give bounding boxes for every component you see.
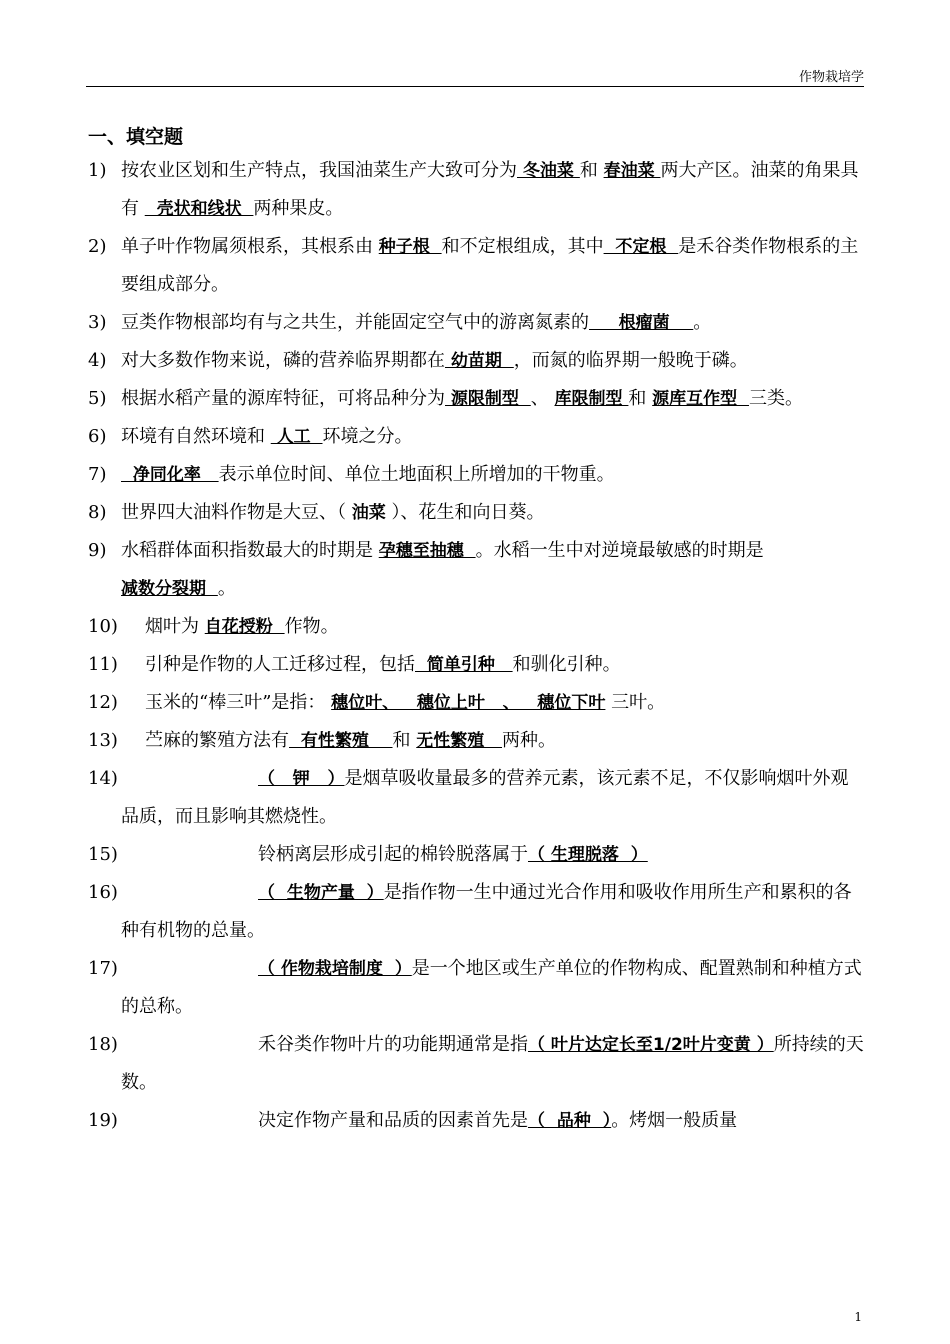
question-number: 11) <box>88 654 118 675</box>
answer-blank: 冬油菜 <box>517 161 580 181</box>
question-text: 按农业区划和生产特点，我国油菜生产大致可分为 <box>121 160 517 181</box>
question-item <box>88 342 866 380</box>
question-text: 环境有自然环境和 <box>121 426 271 447</box>
header-title: 作物栽培学 <box>798 70 864 85</box>
question-item <box>88 608 866 646</box>
question-text: ）、花生和向日葵。 <box>385 502 545 523</box>
question-item <box>88 418 866 456</box>
answer-blank: （ 作物栽培制度 ） <box>258 959 412 979</box>
answer-blank: 库限制型 <box>554 389 629 409</box>
question-text: 根据水稻产量的源库特征，可将品种分为 <box>121 388 445 409</box>
question-item <box>88 228 866 304</box>
question-number: 17) <box>88 958 118 979</box>
answer-blank: 有性繁殖 <box>289 731 393 751</box>
question-text: 世界四大油料作物是大豆、（ <box>121 502 352 523</box>
question-text: 两大产区。油菜的角果具有 <box>121 160 859 219</box>
question-number: 3) <box>88 312 107 333</box>
question-text: 是烟草吸收量最多的营养元素，该元素不足，不仅影响烟叶外观品质，而且影响其燃烧性。 <box>121 768 849 827</box>
question-number: 18) <box>88 1034 118 1055</box>
answer-blank: 孕穗至抽穗 <box>378 541 476 561</box>
question-number: 6) <box>88 426 107 447</box>
question-item <box>88 950 866 1026</box>
question-text: 单子叶作物属须根系，其根系由 <box>121 236 379 257</box>
question-item <box>88 532 866 608</box>
question-number: 8) <box>88 502 107 523</box>
question-item <box>88 646 866 684</box>
answer-blank: 不定根 <box>603 237 679 257</box>
question-text: 和驯化引种。 <box>512 654 621 675</box>
question-item <box>88 494 866 532</box>
question-number: 2) <box>88 236 107 257</box>
page-number: 1 <box>854 1310 862 1324</box>
question-text: 禾谷类作物叶片的功能期通常是指 <box>258 1034 528 1055</box>
question-number: 16) <box>88 882 118 903</box>
question-text: 两种果皮。 <box>253 198 344 219</box>
answer-blank: 减数分裂期 <box>121 579 218 599</box>
question-text: 三叶。 <box>605 692 666 713</box>
question-text: 。水稻一生中对逆境最敏感的时期是 <box>475 540 764 561</box>
question-item <box>88 1102 866 1140</box>
answer-blank: 自花授粉 <box>204 617 285 637</box>
question-text: 三类。 <box>749 388 803 409</box>
question-item <box>88 304 866 342</box>
question-item <box>88 760 866 836</box>
question-text: 作物。 <box>284 616 339 637</box>
answer-blank: （ 生理脱落 ） <box>528 845 648 865</box>
question-text: 是一个地区或生产单位的作物构成、配置熟制和种植方式的总称。 <box>121 958 862 1017</box>
question-text: 豆类作物根部均有与之共生，并能固定空气中的游离氮素的 <box>121 312 589 333</box>
question-text: 。 <box>217 578 236 599</box>
question-text: 两种。 <box>502 730 557 751</box>
answer-blank: （ 钾 ） <box>258 769 345 789</box>
answer-blank: 春油菜 <box>603 161 661 181</box>
answer-blank: （ 品种 ） <box>528 1111 612 1131</box>
answer-blank: 根瘤菌 <box>589 313 694 333</box>
question-text: 对大多数作物来说，磷的营养临界期都在 <box>121 350 445 371</box>
question-text: 铃柄离层形成引起的棉铃脱落属于 <box>258 844 528 865</box>
question-text: 引种是作物的人工迁移过程，包括 <box>145 654 415 675</box>
answer-blank: 源库互作型 <box>652 389 749 409</box>
question-text: 水稻群体面积指数最大的时期是 <box>121 540 379 561</box>
answer-blank: 人工 <box>270 427 323 447</box>
question-number: 15) <box>88 844 118 865</box>
answer-blank: 油菜 <box>351 503 386 523</box>
question-text: 玉米的“棒三叶”是指： <box>145 692 332 713</box>
header-divider <box>86 86 864 87</box>
question-text: 。 <box>693 312 712 333</box>
answer-blank: 种子根 <box>378 237 442 257</box>
answer-blank: 简单引种 <box>415 655 513 675</box>
answer-blank: 壳状和线状 <box>144 199 254 219</box>
question-text: 是禾谷类作物根系的主要组成部分。 <box>121 236 859 295</box>
question-text: 表示单位时间、单位土地面积上所增加的干物重。 <box>218 464 615 485</box>
question-number: 5) <box>88 388 107 409</box>
answer-blank: 无性繁殖 <box>416 731 503 751</box>
question-text: 是指作物一生中通过光合作用和吸收作用所生产和累积的各种有机物的总量。 <box>121 882 852 941</box>
answer-blank: （ 叶片达定长至1/2叶片变黄 ） <box>528 1035 774 1055</box>
question-text: 烟叶为 <box>145 616 205 637</box>
question-number: 7) <box>88 464 107 485</box>
question-text: 所持续的天数。 <box>121 1034 864 1093</box>
answer-blank: 穗位叶、 穗位上叶 、 穗位下叶 <box>331 693 606 713</box>
section-title: 一、填空题 <box>88 126 184 148</box>
question-text: 和 <box>628 388 653 409</box>
question-text: 环境之分。 <box>322 426 413 447</box>
question-number: 9) <box>88 540 107 561</box>
question-item <box>88 836 866 874</box>
question-item <box>88 1026 866 1102</box>
question-text: 决定作物产量和品质的因素首先是 <box>258 1110 528 1131</box>
question-item <box>88 456 866 494</box>
question-number: 12) <box>88 692 118 713</box>
question-item <box>88 722 866 760</box>
question-list <box>88 152 866 1140</box>
question-number: 14) <box>88 768 118 789</box>
answer-blank: 净同化率 <box>121 465 219 485</box>
question-text: 和 <box>579 160 604 181</box>
question-number: 10) <box>88 616 118 637</box>
question-number: 1) <box>88 160 107 181</box>
question-text: 苎麻的繁殖方法有 <box>145 730 289 751</box>
question-number: 13) <box>88 730 118 751</box>
answer-blank: 幼苗期 <box>445 351 514 371</box>
question-text: ，而氮的临界期一般晚于磷。 <box>513 350 748 371</box>
question-text: 、 <box>530 388 555 409</box>
question-number: 4) <box>88 350 107 371</box>
question-text: 和 <box>392 730 417 751</box>
question-item <box>88 152 866 228</box>
question-item <box>88 380 866 418</box>
answer-blank: （ 生物产量 ） <box>258 883 384 903</box>
question-item <box>88 684 866 722</box>
question-text: 和不定根组成，其中 <box>441 236 604 257</box>
answer-blank: 源限制型 <box>445 389 531 409</box>
question-item <box>88 874 866 950</box>
question-number: 19) <box>88 1110 118 1131</box>
question-text: 。烤烟一般质量 <box>611 1110 738 1131</box>
